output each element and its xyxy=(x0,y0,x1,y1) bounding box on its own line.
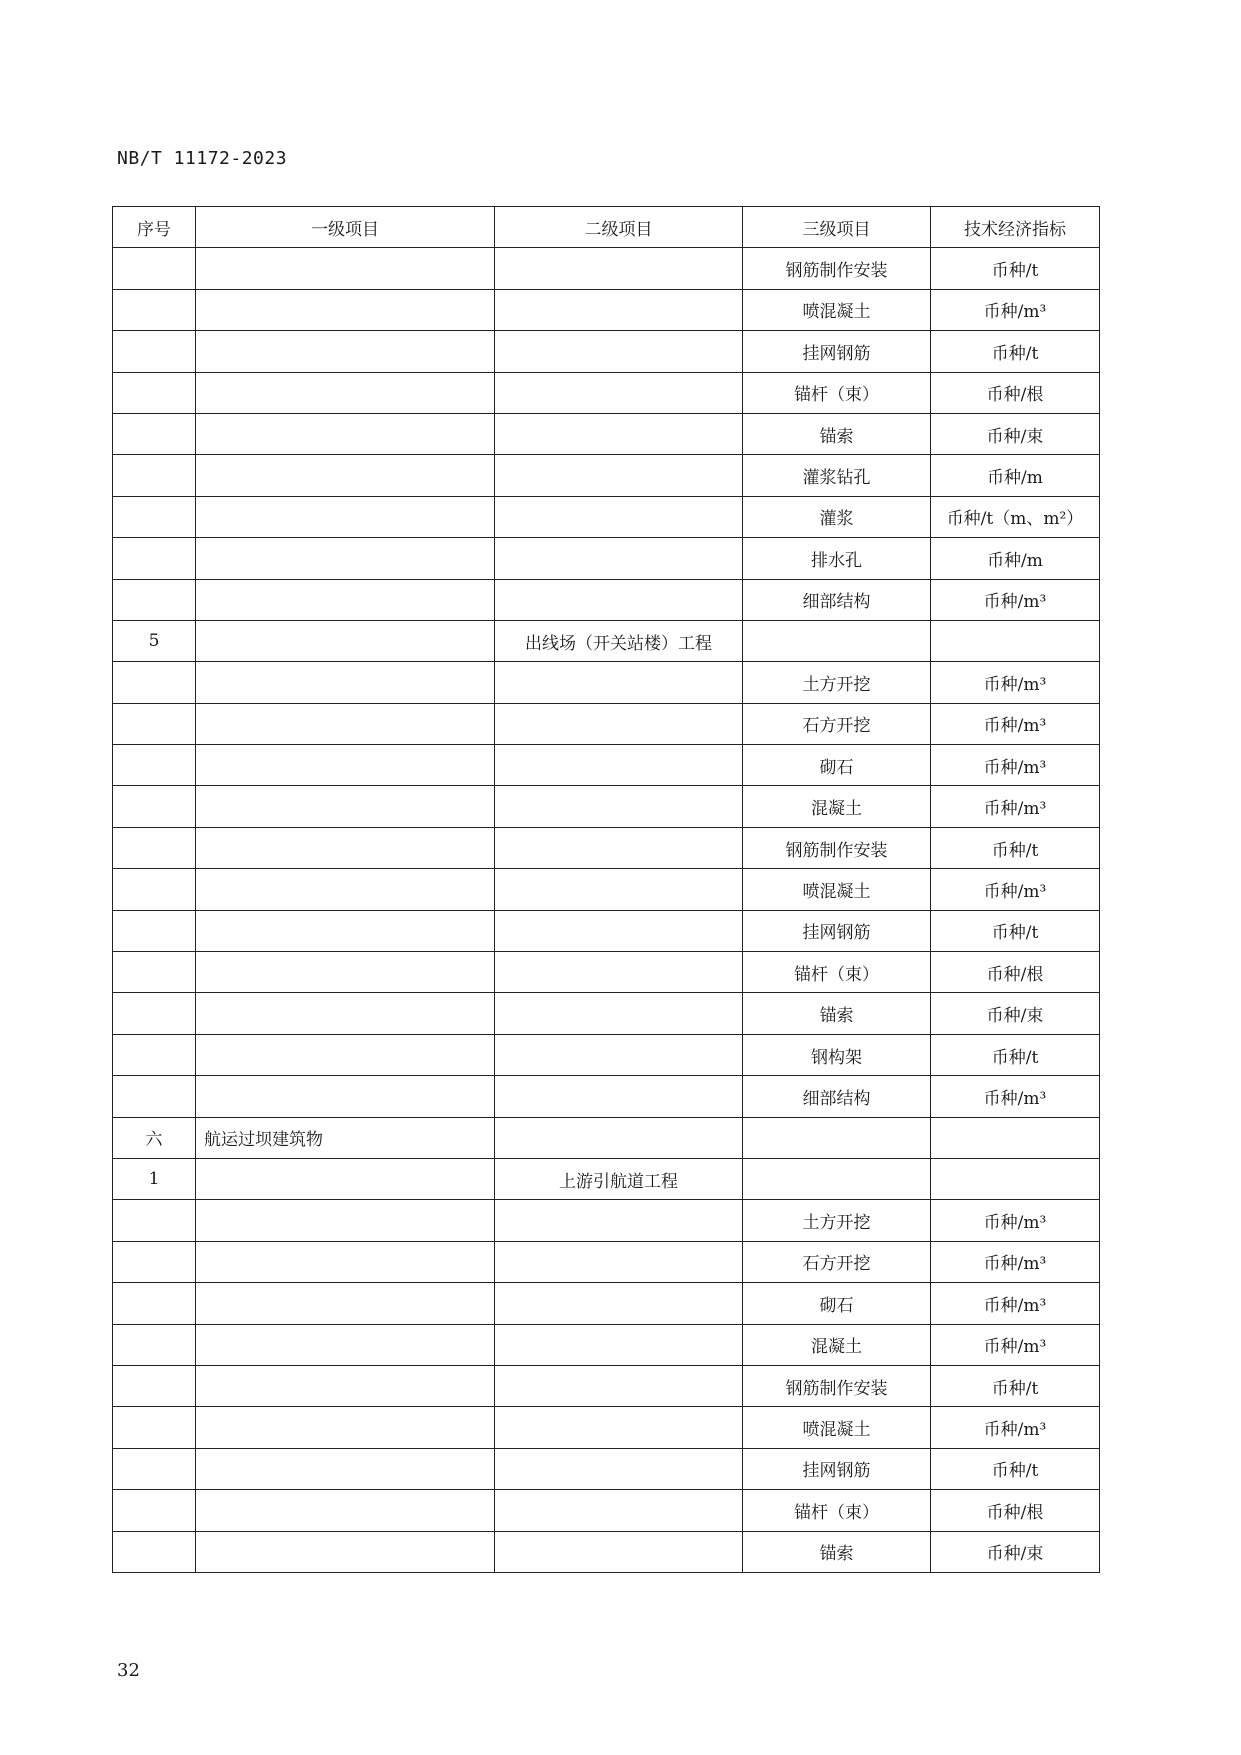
table-row xyxy=(113,869,1100,910)
cell-level2 xyxy=(495,662,743,703)
table-row xyxy=(113,331,1100,372)
cell-level2 xyxy=(495,1034,743,1075)
cell-level1 xyxy=(196,952,495,993)
cell-level1 xyxy=(196,1158,495,1199)
cell-indicator: 币种/束 xyxy=(931,413,1100,454)
cell-indicator: 币种/t xyxy=(931,1034,1100,1075)
table-row xyxy=(113,1200,1100,1241)
cell-indicator: 币种/m³ xyxy=(931,869,1100,910)
cell-level1 xyxy=(196,745,495,786)
cell-indicator: 币种/m³ xyxy=(931,579,1100,620)
cell-level1 xyxy=(196,993,495,1034)
table-row xyxy=(113,1448,1100,1489)
cell-serial xyxy=(113,827,196,868)
cell-level3: 砌石 xyxy=(743,1283,931,1324)
cell-level1 xyxy=(196,662,495,703)
table-row xyxy=(113,1490,1100,1531)
cell-level3: 喷混凝土 xyxy=(743,289,931,330)
cell-level1 xyxy=(196,1448,495,1489)
cell-level1 xyxy=(196,1034,495,1075)
cell-level3: 钢筋制作安装 xyxy=(743,1365,931,1406)
cell-level2: 出线场（开关站楼）工程 xyxy=(495,620,743,661)
cell-indicator: 币种/m xyxy=(931,455,1100,496)
cell-serial xyxy=(113,745,196,786)
table-header-row xyxy=(113,207,1100,248)
cell-indicator: 币种/t（m、m²） xyxy=(931,496,1100,537)
cell-level1 xyxy=(196,1407,495,1448)
cell-level3: 细部结构 xyxy=(743,1076,931,1117)
cell-indicator: 币种/m³ xyxy=(931,1324,1100,1365)
cell-level3: 挂网钢筋 xyxy=(743,331,931,372)
table-row xyxy=(113,496,1100,537)
table-row xyxy=(113,1324,1100,1365)
table-row xyxy=(113,1241,1100,1282)
cell-level2 xyxy=(495,1531,743,1572)
cell-serial xyxy=(113,1076,196,1117)
cell-level3 xyxy=(743,1158,931,1199)
cell-indicator: 币种/m³ xyxy=(931,703,1100,744)
cell-level3: 挂网钢筋 xyxy=(743,1448,931,1489)
cell-serial xyxy=(113,372,196,413)
cell-level2 xyxy=(495,289,743,330)
cell-level2 xyxy=(495,1283,743,1324)
cell-level3: 挂网钢筋 xyxy=(743,910,931,951)
cell-serial: 5 xyxy=(113,620,196,661)
cost-index-table xyxy=(112,206,1100,1573)
table-row xyxy=(113,1531,1100,1572)
cell-level2 xyxy=(495,1448,743,1489)
cell-indicator: 币种/m³ xyxy=(931,786,1100,827)
cell-level3: 混凝土 xyxy=(743,786,931,827)
table-row xyxy=(113,1076,1100,1117)
cell-level1 xyxy=(196,372,495,413)
cell-serial xyxy=(113,289,196,330)
table-row xyxy=(113,455,1100,496)
cell-level3: 混凝土 xyxy=(743,1324,931,1365)
cell-indicator: 币种/t xyxy=(931,910,1100,951)
cell-level1 xyxy=(196,248,495,289)
cell-indicator: 币种/m³ xyxy=(931,1200,1100,1241)
cell-level3: 喷混凝土 xyxy=(743,1407,931,1448)
column-header-indicator: 技术经济指标 xyxy=(931,207,1100,248)
column-header-level3: 三级项目 xyxy=(743,207,931,248)
cell-level2 xyxy=(495,910,743,951)
cell-indicator: 币种/m³ xyxy=(931,1076,1100,1117)
cell-level2: 上游引航道工程 xyxy=(495,1158,743,1199)
cell-level1 xyxy=(196,413,495,454)
cell-serial xyxy=(113,1034,196,1075)
cell-serial xyxy=(113,1365,196,1406)
cell-level2 xyxy=(495,1490,743,1531)
cell-serial xyxy=(113,1448,196,1489)
cell-level3: 锚索 xyxy=(743,413,931,454)
table-row xyxy=(113,1158,1100,1199)
cell-level1 xyxy=(196,827,495,868)
cell-indicator: 币种/束 xyxy=(931,1531,1100,1572)
cell-level1 xyxy=(196,331,495,372)
cell-level2 xyxy=(495,455,743,496)
cell-indicator: 币种/束 xyxy=(931,993,1100,1034)
cell-level1 xyxy=(196,538,495,579)
cell-indicator: 币种/m³ xyxy=(931,1241,1100,1282)
cell-serial xyxy=(113,331,196,372)
cell-level3: 锚索 xyxy=(743,993,931,1034)
cell-indicator: 币种/m³ xyxy=(931,289,1100,330)
cell-level1 xyxy=(196,620,495,661)
cell-level2 xyxy=(495,413,743,454)
cell-indicator: 币种/根 xyxy=(931,1490,1100,1531)
column-header-level2: 二级项目 xyxy=(495,207,743,248)
cell-level2 xyxy=(495,869,743,910)
cell-level3: 钢筋制作安装 xyxy=(743,827,931,868)
table-row xyxy=(113,952,1100,993)
cell-serial xyxy=(113,1407,196,1448)
table-row xyxy=(113,1117,1100,1158)
table-row xyxy=(113,1365,1100,1406)
cell-level3: 钢构架 xyxy=(743,1034,931,1075)
cell-level3: 锚杆（束） xyxy=(743,372,931,413)
cell-serial: 1 xyxy=(113,1158,196,1199)
cell-serial xyxy=(113,786,196,827)
cell-indicator: 币种/根 xyxy=(931,372,1100,413)
table-row xyxy=(113,827,1100,868)
cell-level1 xyxy=(196,289,495,330)
cell-level3: 灌浆 xyxy=(743,496,931,537)
cell-indicator xyxy=(931,1117,1100,1158)
table-row xyxy=(113,1407,1100,1448)
cell-serial: 六 xyxy=(113,1117,196,1158)
table-row xyxy=(113,910,1100,951)
cell-serial xyxy=(113,1283,196,1324)
cell-level2 xyxy=(495,786,743,827)
cell-indicator: 币种/t xyxy=(931,1448,1100,1489)
cell-serial xyxy=(113,1200,196,1241)
table-row xyxy=(113,579,1100,620)
cell-level3: 排水孔 xyxy=(743,538,931,579)
cell-level1 xyxy=(196,1490,495,1531)
table-row xyxy=(113,662,1100,703)
cell-level2 xyxy=(495,1076,743,1117)
cell-level1 xyxy=(196,1531,495,1572)
table-row xyxy=(113,993,1100,1034)
cell-serial xyxy=(113,248,196,289)
cell-indicator: 币种/根 xyxy=(931,952,1100,993)
cell-level1 xyxy=(196,1241,495,1282)
cell-level3: 土方开挖 xyxy=(743,662,931,703)
cell-level1 xyxy=(196,455,495,496)
cell-level2 xyxy=(495,745,743,786)
cell-serial xyxy=(113,1324,196,1365)
cell-indicator xyxy=(931,620,1100,661)
cell-level3: 灌浆钻孔 xyxy=(743,455,931,496)
table-row xyxy=(113,372,1100,413)
table-row xyxy=(113,745,1100,786)
cell-indicator: 币种/m³ xyxy=(931,745,1100,786)
cell-level1 xyxy=(196,579,495,620)
cell-level1 xyxy=(196,1200,495,1241)
cell-level3 xyxy=(743,1117,931,1158)
table-row xyxy=(113,1034,1100,1075)
cell-serial xyxy=(113,1531,196,1572)
cell-indicator: 币种/t xyxy=(931,248,1100,289)
cell-serial xyxy=(113,993,196,1034)
table-row xyxy=(113,248,1100,289)
table-row xyxy=(113,703,1100,744)
table-body xyxy=(113,248,1100,1573)
cell-level2 xyxy=(495,372,743,413)
table-row xyxy=(113,1283,1100,1324)
column-header-level1: 一级项目 xyxy=(196,207,495,248)
cell-level1 xyxy=(196,1324,495,1365)
cell-serial xyxy=(113,1241,196,1282)
table-row xyxy=(113,538,1100,579)
cell-indicator: 币种/m³ xyxy=(931,662,1100,703)
cell-serial xyxy=(113,910,196,951)
cell-level3: 土方开挖 xyxy=(743,1200,931,1241)
cell-serial xyxy=(113,869,196,910)
cell-level1 xyxy=(196,1283,495,1324)
cell-level2 xyxy=(495,496,743,537)
cell-level3: 锚索 xyxy=(743,1531,931,1572)
cell-indicator: 币种/m xyxy=(931,538,1100,579)
cell-level2 xyxy=(495,538,743,579)
cell-level1 xyxy=(196,869,495,910)
cell-serial xyxy=(113,455,196,496)
cell-level3: 石方开挖 xyxy=(743,703,931,744)
cell-level3: 石方开挖 xyxy=(743,1241,931,1282)
cell-level3: 锚杆（束） xyxy=(743,1490,931,1531)
cell-level2 xyxy=(495,703,743,744)
cell-level1 xyxy=(196,1365,495,1406)
cell-level1 xyxy=(196,910,495,951)
cell-level2 xyxy=(495,1324,743,1365)
column-header-serial: 序号 xyxy=(113,207,196,248)
cell-serial xyxy=(113,496,196,537)
cell-level2 xyxy=(495,1200,743,1241)
cell-level2 xyxy=(495,1365,743,1406)
cell-indicator: 币种/m³ xyxy=(931,1407,1100,1448)
cell-level3: 喷混凝土 xyxy=(743,869,931,910)
cell-level2 xyxy=(495,952,743,993)
cell-indicator xyxy=(931,1158,1100,1199)
cell-level2 xyxy=(495,1407,743,1448)
table-row xyxy=(113,289,1100,330)
cell-level2 xyxy=(495,1117,743,1158)
cell-level3: 砌石 xyxy=(743,745,931,786)
cell-level1 xyxy=(196,496,495,537)
cell-indicator: 币种/t xyxy=(931,1365,1100,1406)
table-row xyxy=(113,620,1100,661)
cell-serial xyxy=(113,579,196,620)
cell-level2 xyxy=(495,331,743,372)
cell-level2 xyxy=(495,827,743,868)
cell-level1 xyxy=(196,1076,495,1117)
cell-level3: 钢筋制作安装 xyxy=(743,248,931,289)
cell-indicator: 币种/m³ xyxy=(931,1283,1100,1324)
cell-level3: 细部结构 xyxy=(743,579,931,620)
cell-level2 xyxy=(495,248,743,289)
cell-level2 xyxy=(495,993,743,1034)
table-row xyxy=(113,786,1100,827)
cell-indicator: 币种/t xyxy=(931,827,1100,868)
cell-level2 xyxy=(495,579,743,620)
cell-serial xyxy=(113,538,196,579)
cell-serial xyxy=(113,952,196,993)
cell-level1 xyxy=(196,786,495,827)
cell-level3: 锚杆（束） xyxy=(743,952,931,993)
cell-serial xyxy=(113,1490,196,1531)
page-number: 32 xyxy=(117,1660,140,1681)
cell-level1: 航运过坝建筑物 xyxy=(196,1117,495,1158)
cell-level3 xyxy=(743,620,931,661)
cell-level2 xyxy=(495,1241,743,1282)
cell-indicator: 币种/t xyxy=(931,331,1100,372)
table-row xyxy=(113,413,1100,454)
cell-serial xyxy=(113,413,196,454)
cell-serial xyxy=(113,703,196,744)
document-code: NB/T 11172-2023 xyxy=(117,148,288,169)
cell-level1 xyxy=(196,703,495,744)
cell-serial xyxy=(113,662,196,703)
